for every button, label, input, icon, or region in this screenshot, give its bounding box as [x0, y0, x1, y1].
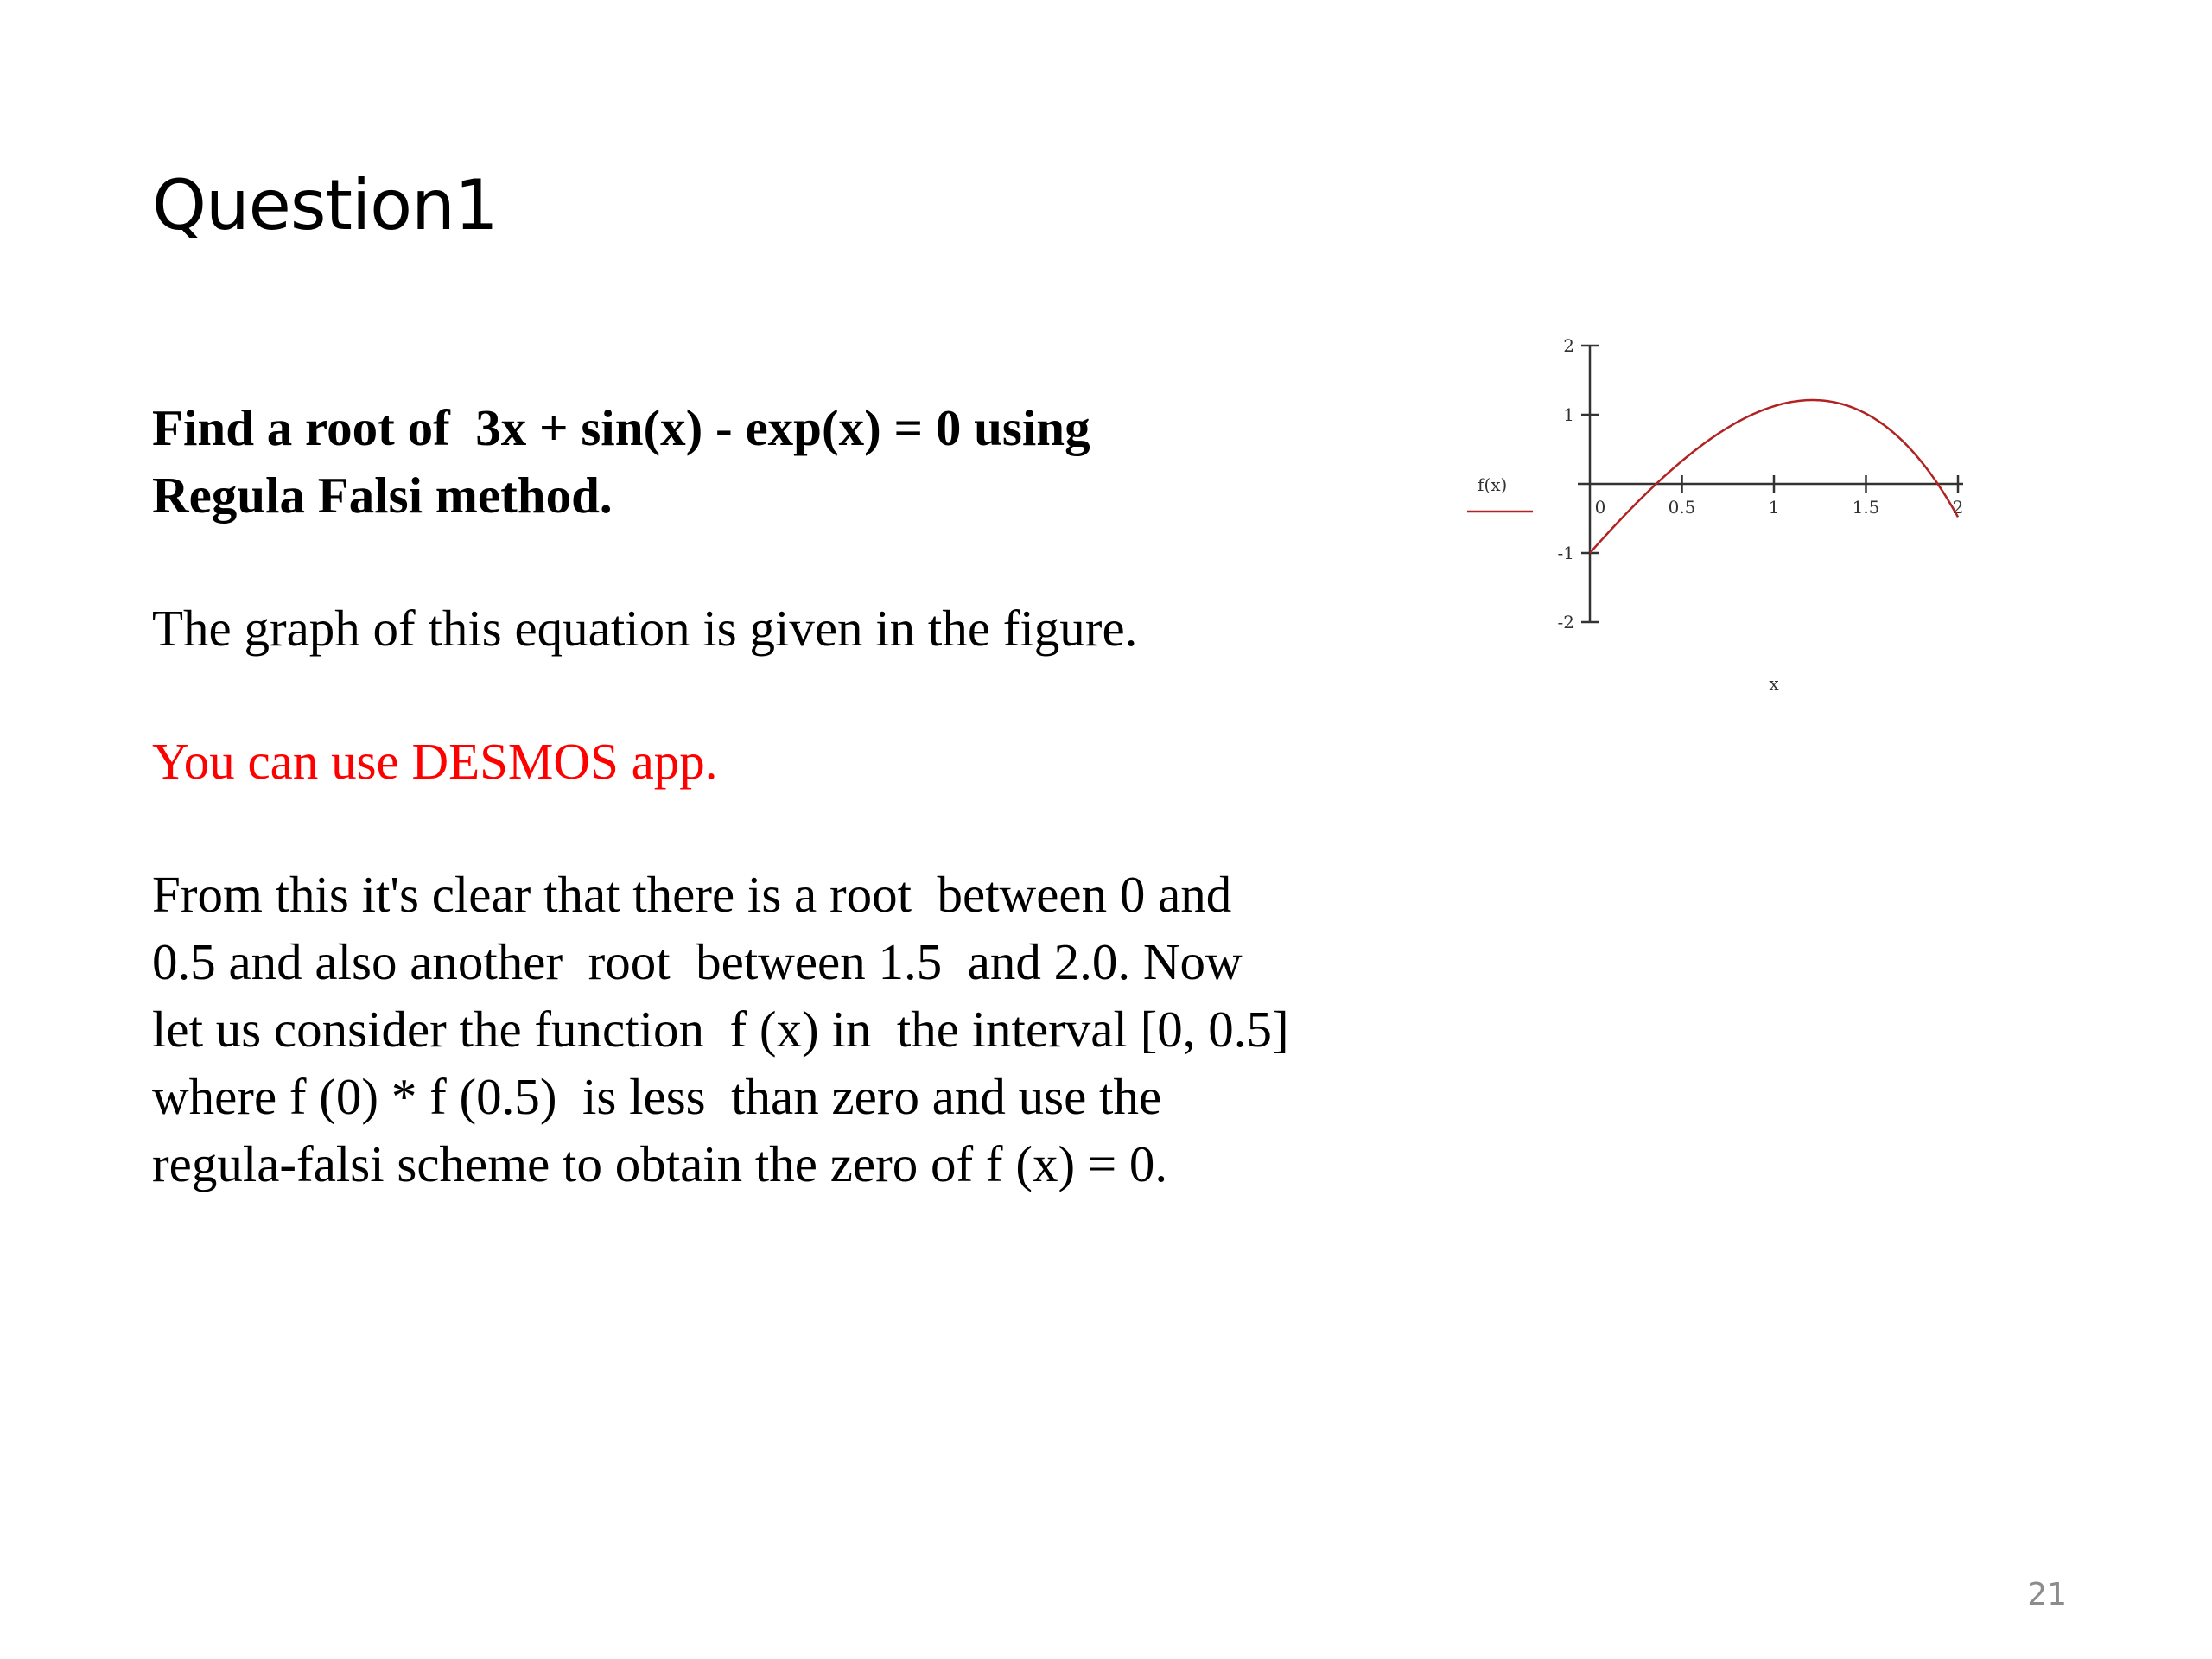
desmos-note: You can use DESMOS app. [152, 733, 718, 790]
problem-statement-line-1: Find a root of 3x + sin(x) - exp(x) = 0 using [152, 399, 1090, 456]
y-tick-label: 2 [1563, 335, 1574, 356]
problem-statement-line-2: Regula Falsi method. [152, 467, 613, 524]
x-tick-label: 2 [1952, 497, 1964, 518]
x-tick-label: 1 [1768, 497, 1780, 518]
function-graph [1452, 320, 1970, 700]
function-graph-svg [1452, 320, 1970, 700]
x-tick-label: 1.5 [1852, 497, 1880, 518]
x-tick-label: 0 [1594, 497, 1606, 518]
slide-body [152, 394, 1302, 1198]
x-axis-label: x [1769, 673, 1779, 694]
slide-title: Question1 [152, 165, 498, 245]
legend-label: f(x) [1478, 474, 1508, 495]
x-tick-label: 0.5 [1668, 497, 1696, 518]
explanation-paragraph: From this it's clear that there is a root between 0 and 0.5 and also another root between 1.5 and 2.0. Now let us consider the function f (x) in the interval [0, 0.5] where f (0) * f (0.5) is less than zero and use the regula-falsi scheme to obtain the zero of f (x) = 0. [152, 866, 1302, 1192]
page-number: 21 [2027, 1577, 2067, 1612]
y-tick-label: 1 [1563, 404, 1574, 425]
y-tick-label: -2 [1557, 612, 1574, 632]
y-tick-label: -1 [1557, 543, 1574, 563]
graph-note: The graph of this equation is given in the figure. [152, 600, 1138, 657]
